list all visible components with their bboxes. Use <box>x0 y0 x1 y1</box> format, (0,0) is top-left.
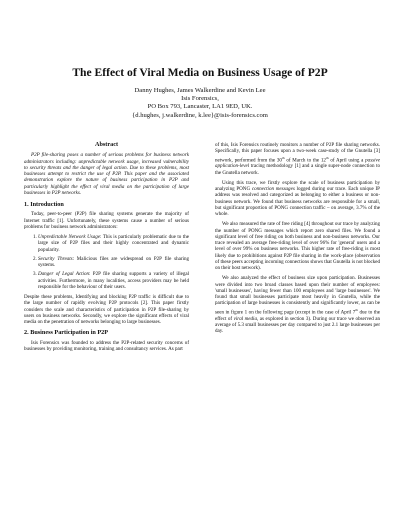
abstract-heading: Abstract <box>94 141 119 148</box>
emails: {d.hughes, j.walkerdine, k.lee}@isis-forensics.com <box>132 111 268 119</box>
right-column <box>215 142 380 338</box>
list-item-text: : Malicious files are widespread on P2P file sharing systems. <box>38 255 189 268</box>
list-item-lead: Unpredictable Network Usage <box>38 234 100 240</box>
superscript: th <box>355 307 358 312</box>
superscript: th <box>281 155 285 160</box>
section-heading-introduction: 1. Introduction <box>24 201 64 208</box>
author-block <box>0 87 400 120</box>
right-paragraph-2 <box>215 180 380 218</box>
text-run: of March to the 12 <box>284 157 326 164</box>
italic-run: passive application-level <box>215 157 380 170</box>
abstract-text: P2P file-sharing poses a number of serious problems for business network administrators including: unpredictable network usage, increased vulnerability to security threats and the danger of legal action. Due to these problems, most businesses attempt to restrict the use of P2P. This paper and the associated demonstration explore the nature of business participation in P2P and particularly highlight the effect of viral media on the participation of large businesses in P2P networks. <box>24 152 189 196</box>
intro-paragraph-2: Despite these problems, Identifying and blocking P2P traffic is difficult due to the large number of rapidly evolving P2P protocols [2]. This paper firstly considers the scale and characteristics of participation in P2P file-sharing by users on business networks. Secondly, we explore the significant effects of viral media on the penetration of networks belonging to large businesses. <box>24 294 189 325</box>
text-run: due to the effect of <box>215 309 380 322</box>
text-run: of this, Isis Forensics routinely monitors a number of P2P file sharing networks. Specifically, this paper focuses upon a two-week case-study of the Gnutella [3] network, performed from the 30 <box>215 142 380 164</box>
list-item-text: : P2P file sharing supports a variety of illegal activities. Furthermore, in many localities, access providers may be held responsible for the behaviour of their users. <box>38 271 190 290</box>
affiliation: Isis Forensics, <box>181 95 219 103</box>
superscript: th <box>325 155 329 160</box>
list-item <box>38 256 189 269</box>
list-item-lead: Danger of Legal Action <box>38 271 90 278</box>
paper-title: The Effect of Viral Media on Business Usage of P2P <box>72 66 328 79</box>
section-2-paragraph-1: Isis Forensics was founded to address the P2P-related security concerns of businesses by providing monitoring, training and consultancy services. As part <box>24 339 189 352</box>
right-paragraph-3: We also measured the rate of free riding [4] throughout our trace by analyzing the number of PONG messages which report zero shared files. We found a significant level of free riding on both business and non-business networks. Our trace revealed an average free-riding level of over 96% for 'general' users and a level of over 99% on business networks. This higher rate of free-riding is most likely due to prohibitions against P2P file sharing in the work-place (observation of these peers accepting incoming connections shows that Gnutella is not blocked on their host network). <box>215 221 380 272</box>
intro-paragraph-1: Today, peer-to-peer (P2P) file sharing systems generate the majority of Internet traffic [1]. Unfortunately, these systems cause a number of serious problems for business network administrators: <box>24 211 189 230</box>
list-item-text: : This is particularly problematic due to the large size of P2P files and their highly concentrated and dynamic popularity. <box>38 234 189 253</box>
address: PO Box 793, Lancaster, LA1 9ED, UK. <box>147 103 253 111</box>
text-run: logged during our trace. Each unique IP address was resolved and categorized as belonging to either a business or non-business network. We found that business networks are responsible for a small, but significant proportion of PONG connection traffic – on average, 3.7% of the whole. <box>215 186 380 218</box>
problems-list <box>24 234 189 290</box>
text-run: tracing methodology [1] and a single super-node connection to the Gnutella network. <box>215 163 380 176</box>
italic-run: connection messages <box>251 186 295 193</box>
text-run: Using this trace, we firstly explore the scale of business participation by analyzing PONG <box>215 179 380 193</box>
right-paragraph-4 <box>215 275 380 334</box>
list-item <box>38 271 189 290</box>
authors-line: Danny Hughes, James Walkerdine and Kevin Lee <box>134 87 266 94</box>
text-run: , as explored in section 3). During our trace we observed an average of 5.3 small businesses per day compared to just 2.1 large businesses per day. <box>215 315 380 335</box>
list-item <box>38 234 189 253</box>
list-item-lead: Security Threats <box>38 255 73 262</box>
right-paragraph-1 <box>215 142 380 176</box>
section-heading-business-participation: 2. Business Participation in P2P <box>24 329 109 337</box>
text-run: We also analyzed the effect of business size upon participation. Businesses were divided into two broad classes based upon their number of employees: 'small businesses', having fewer than 100 employees and 'large businesses'. We found that small businesses participate most heavily in Gnutella, while the participation of large businesses is consistently and significantly lower, as can be seen in figure 1 on the following page (except in the case of April 7 <box>215 275 380 316</box>
text-run: of April using a <box>328 157 366 164</box>
italic-run: viral media <box>233 315 257 322</box>
left-column <box>24 142 189 356</box>
